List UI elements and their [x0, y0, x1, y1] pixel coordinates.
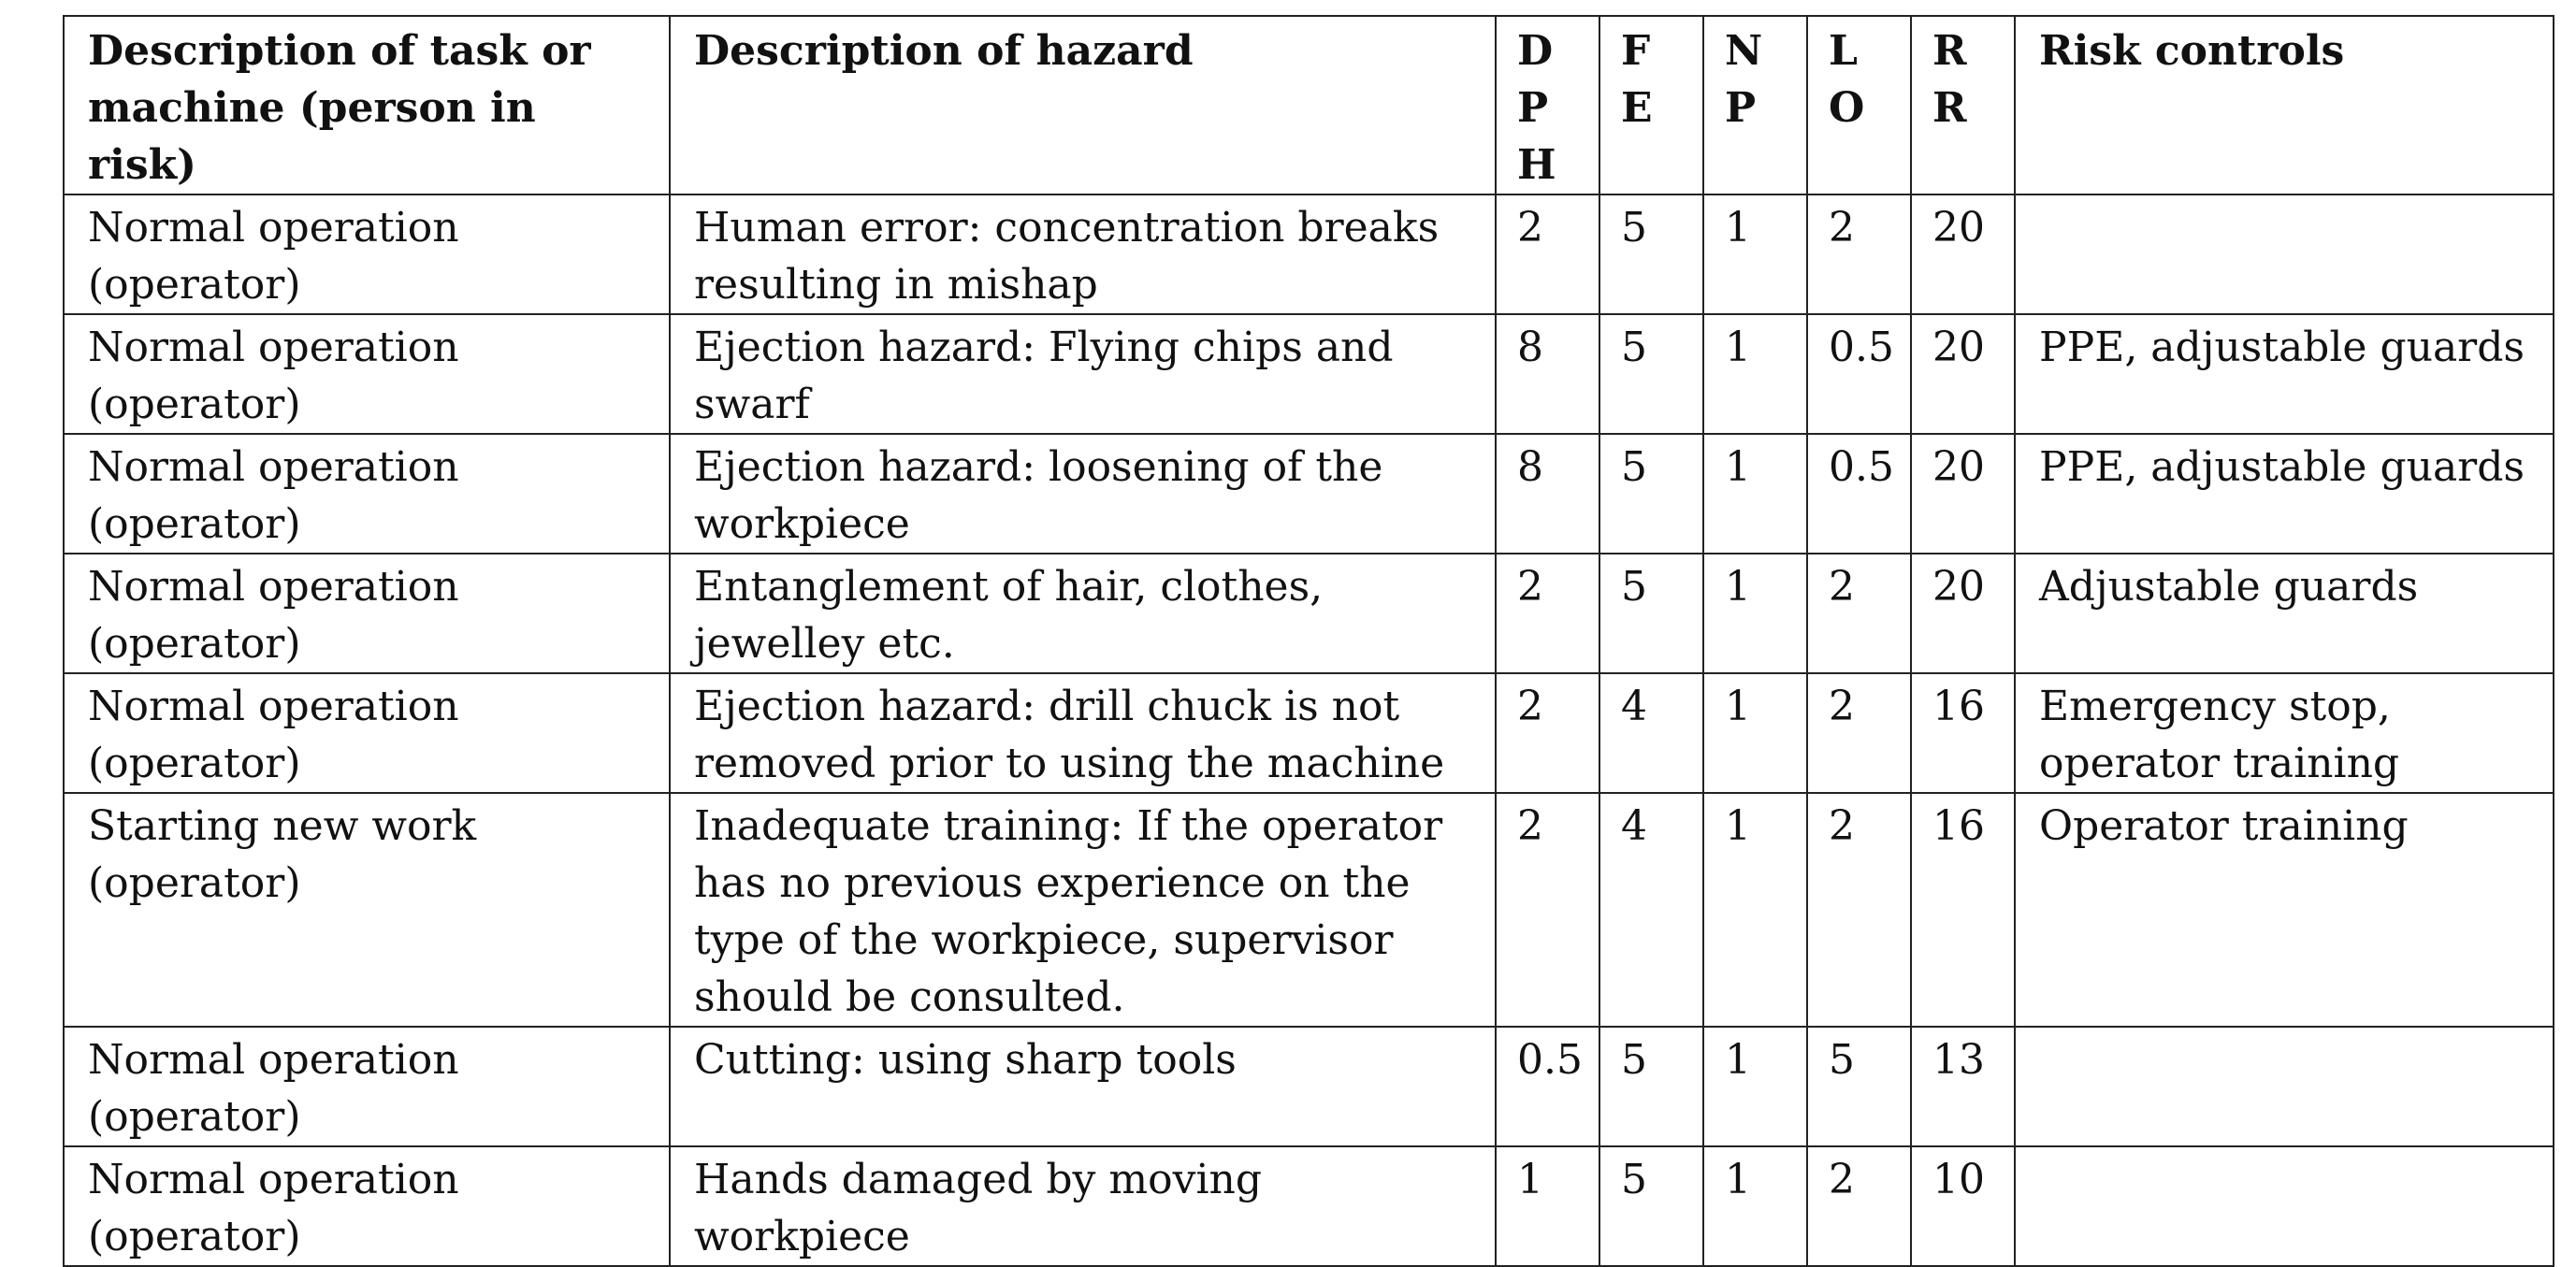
table-header-row [64, 16, 2554, 194]
header-np-label: NP [1725, 27, 1763, 132]
cell-rr: 16 [1911, 793, 2015, 1027]
cell-np: 1 [1703, 793, 1807, 1027]
cell-lo: 0.5 [1807, 314, 1911, 434]
cell-np: 1 [1703, 194, 1807, 314]
header-lo-label: LO [1829, 27, 1865, 132]
header-lo [1807, 16, 1911, 194]
cell-risk-controls: Emergency stop, operator training [2015, 673, 2554, 793]
cell-hazard: Ejection hazard: drill chuck is not removed prior to using the machine [670, 673, 1496, 793]
cell-risk-controls: PPE, adjustable guards [2015, 434, 2554, 554]
cell-risk-controls [2015, 1146, 2554, 1266]
cell-task: Normal operation (operator) [64, 673, 670, 793]
header-np [1703, 16, 1807, 194]
cell-lo: 2 [1807, 793, 1911, 1027]
header-rr-label: RR [1932, 27, 1967, 132]
cell-fe: 5 [1599, 194, 1703, 314]
cell-risk-controls: PPE, adjustable guards [2015, 314, 2554, 434]
cell-hazard: Ejection hazard: Flying chips and swarf [670, 314, 1496, 434]
cell-fe: 5 [1599, 1027, 1703, 1146]
cell-rr: 16 [1911, 673, 2015, 793]
table-row [64, 314, 2554, 434]
cell-dph: 8 [1496, 434, 1599, 554]
header-risk-controls: Risk controls [2015, 16, 2554, 194]
cell-risk-controls [2015, 1027, 2554, 1146]
cell-task: Normal operation (operator) [64, 194, 670, 314]
table-row [64, 194, 2554, 314]
cell-rr: 13 [1911, 1027, 2015, 1146]
cell-risk-controls: Operator training [2015, 793, 2554, 1027]
cell-fe: 5 [1599, 434, 1703, 554]
table-row [64, 554, 2554, 673]
cell-dph: 8 [1496, 314, 1599, 434]
cell-dph: 2 [1496, 554, 1599, 673]
cell-dph: 0.5 [1496, 1027, 1599, 1146]
cell-hazard: Ejection hazard: loosening of the workpiece [670, 434, 1496, 554]
header-dph-label: DPH [1517, 27, 1556, 189]
cell-task: Normal operation (operator) [64, 1027, 670, 1146]
header-task-description: Description of task or machine (person in risk) [64, 16, 670, 194]
risk-assessment-table [63, 15, 2554, 1267]
cell-np: 1 [1703, 434, 1807, 554]
cell-fe: 4 [1599, 793, 1703, 1027]
table-row [64, 793, 2554, 1027]
header-fe-label: FE [1621, 27, 1653, 132]
cell-task: Starting new work (operator) [64, 793, 670, 1027]
cell-lo: 2 [1807, 673, 1911, 793]
cell-lo: 5 [1807, 1027, 1911, 1146]
cell-risk-controls [2015, 194, 2554, 314]
table-row [64, 1027, 2554, 1146]
cell-hazard: Entanglement of hair, clothes, jewelley etc. [670, 554, 1496, 673]
cell-hazard: Hands damaged by moving workpiece [670, 1146, 1496, 1266]
table-row [64, 434, 2554, 554]
cell-task: Normal operation (operator) [64, 554, 670, 673]
cell-fe: 4 [1599, 673, 1703, 793]
cell-fe: 5 [1599, 554, 1703, 673]
cell-task: Normal operation (operator) [64, 1146, 670, 1266]
cell-dph: 2 [1496, 194, 1599, 314]
cell-task: Normal operation (operator) [64, 434, 670, 554]
cell-lo: 2 [1807, 1146, 1911, 1266]
cell-dph: 1 [1496, 1146, 1599, 1266]
cell-risk-controls: Adjustable guards [2015, 554, 2554, 673]
cell-dph: 2 [1496, 793, 1599, 1027]
cell-lo: 2 [1807, 194, 1911, 314]
header-dph [1496, 16, 1599, 194]
cell-dph: 2 [1496, 673, 1599, 793]
cell-hazard: Human error: concentration breaks resulting in mishap [670, 194, 1496, 314]
header-rr [1911, 16, 2015, 194]
cell-np: 1 [1703, 554, 1807, 673]
cell-hazard: Cutting: using sharp tools [670, 1027, 1496, 1146]
header-fe [1599, 16, 1703, 194]
cell-np: 1 [1703, 673, 1807, 793]
cell-hazard: Inadequate training: If the operator has no previous experience on the type of the workpiece, supervisor should be consulted. [670, 793, 1496, 1027]
cell-rr: 20 [1911, 434, 2015, 554]
cell-np: 1 [1703, 1146, 1807, 1266]
cell-fe: 5 [1599, 314, 1703, 434]
cell-rr: 20 [1911, 554, 2015, 673]
cell-np: 1 [1703, 314, 1807, 434]
cell-fe: 5 [1599, 1146, 1703, 1266]
cell-rr: 10 [1911, 1146, 2015, 1266]
table-row [64, 673, 2554, 793]
cell-lo: 2 [1807, 554, 1911, 673]
cell-lo: 0.5 [1807, 434, 1911, 554]
cell-task: Normal operation (operator) [64, 314, 670, 434]
cell-np: 1 [1703, 1027, 1807, 1146]
cell-rr: 20 [1911, 194, 2015, 314]
table-row [64, 1146, 2554, 1266]
header-hazard-description: Description of hazard [670, 16, 1496, 194]
cell-rr: 20 [1911, 314, 2015, 434]
